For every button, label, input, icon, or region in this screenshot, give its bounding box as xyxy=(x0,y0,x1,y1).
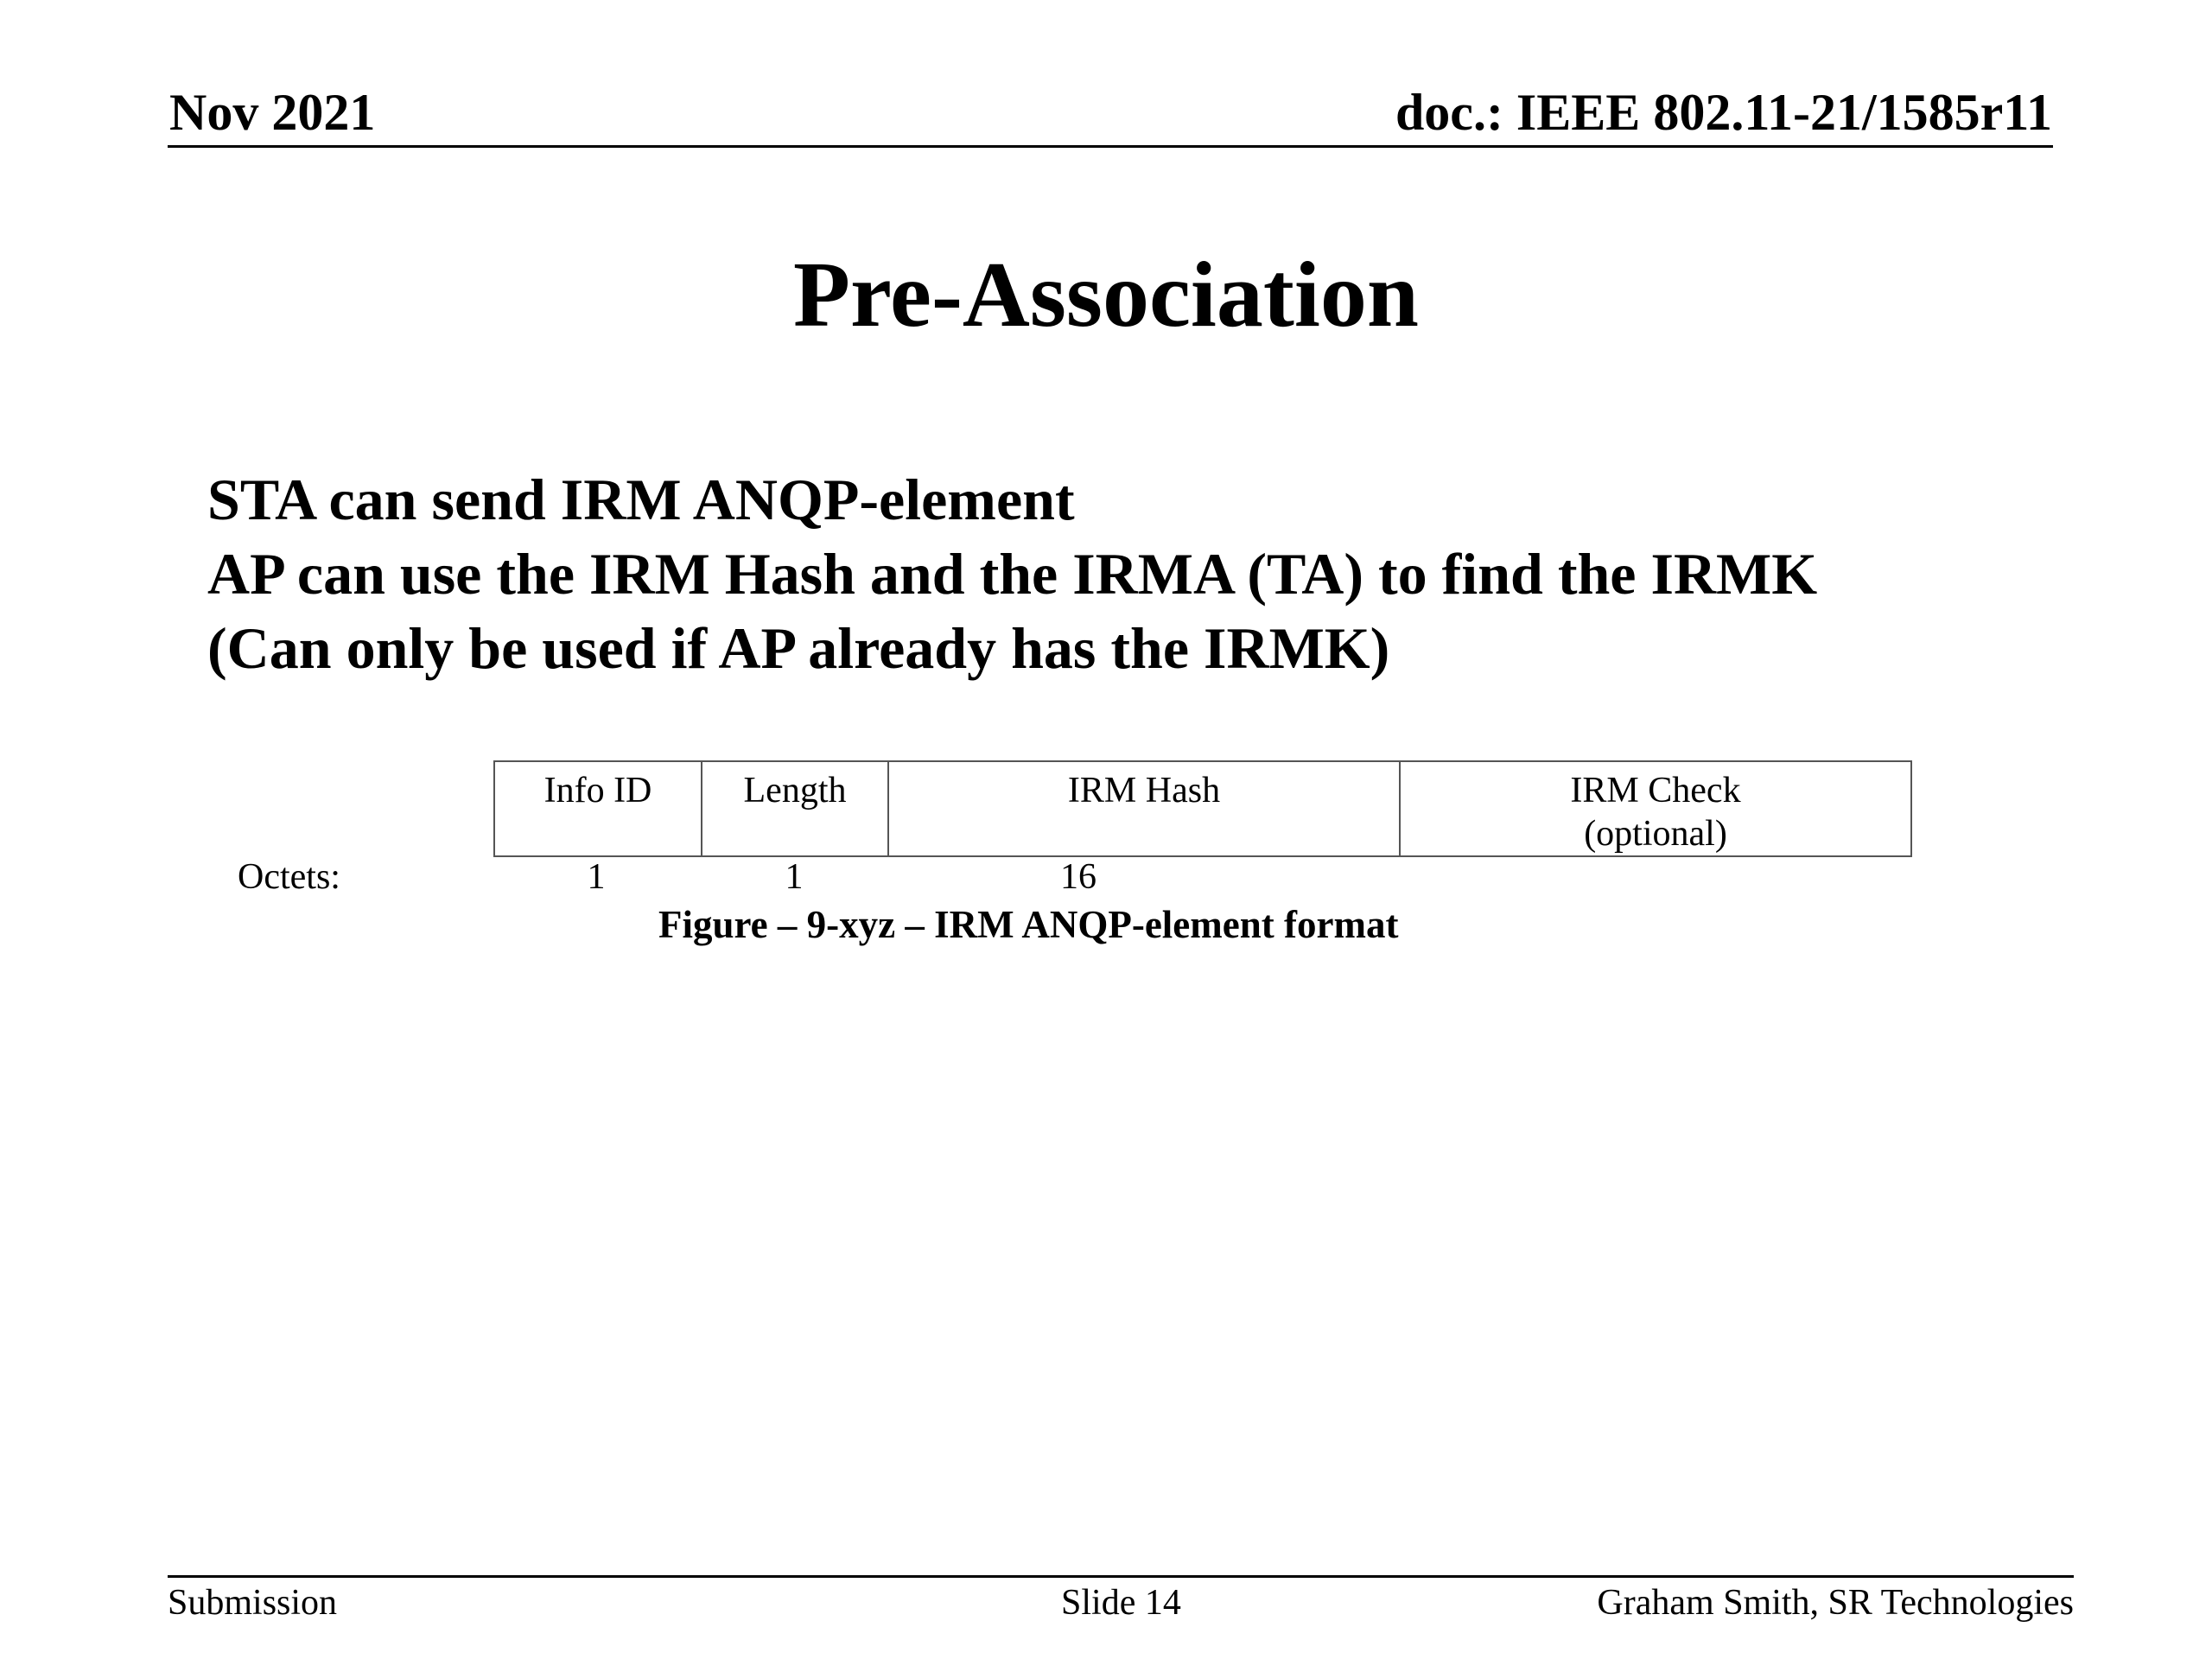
footer-author: Graham Smith, SR Technologies xyxy=(1597,1583,2074,1623)
header-date: Nov 2021 xyxy=(169,84,376,141)
footer-slide-number: Slide 14 xyxy=(1061,1583,1181,1623)
slide-body xyxy=(207,462,1817,685)
anqp-element-format-table xyxy=(493,760,1912,857)
header-doc-id: doc.: IEEE 802.11-21/1585r11 xyxy=(1395,84,2052,141)
octets-label: Octets: xyxy=(238,857,340,897)
footer-divider xyxy=(168,1575,2074,1578)
table-row xyxy=(494,761,1911,856)
field-length: Length xyxy=(702,761,888,856)
octets-irm-hash: 16 xyxy=(1060,857,1096,897)
footer-submission: Submission xyxy=(168,1583,338,1623)
figure-caption: Figure – 9-xyz – IRM ANQP-element format xyxy=(658,903,1399,946)
field-irm-check-optional: (optional) xyxy=(1584,814,1727,854)
body-line-3: (Can only be used if AP already has the IRMK) xyxy=(207,615,1390,681)
slide-title: Pre-Association xyxy=(793,244,1419,346)
header-divider xyxy=(168,145,2053,148)
body-line-2: AP can use the IRM Hash and the IRMA (TA) to find the IRMK xyxy=(207,541,1818,607)
field-irm-hash: IRM Hash xyxy=(888,761,1400,856)
field-irm-check-label: IRM Check xyxy=(1570,771,1741,810)
field-info-id: Info ID xyxy=(494,761,702,856)
field-irm-check xyxy=(1400,761,1911,856)
octets-info-id: 1 xyxy=(587,857,606,897)
octets-length: 1 xyxy=(785,857,804,897)
body-line-1: STA can send IRM ANQP-element xyxy=(207,467,1075,532)
